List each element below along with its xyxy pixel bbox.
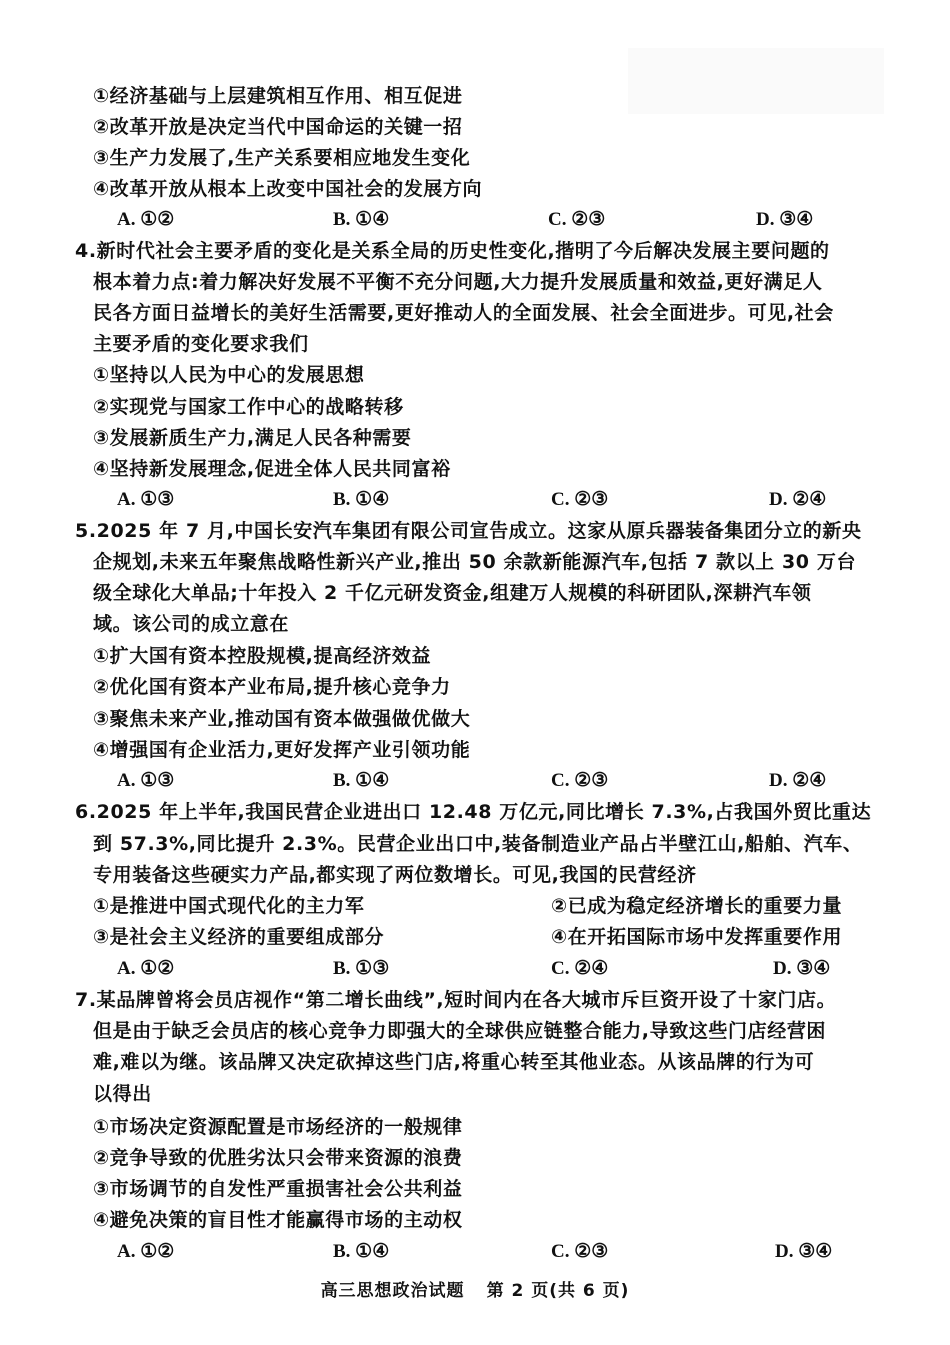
q5-choice-a: A. ①③ (117, 770, 175, 791)
q6-option-1: ①是推进中国式现代化的主力军 (93, 895, 365, 917)
q5-option-1: ①扩大国有资本控股规模,提高经济效益 (93, 645, 432, 667)
q7-stem-line-3: 难,难以为继。该品牌又决定砍掉这些门店,将重心转至其他业态。从该品牌的行为可 (93, 1051, 815, 1073)
q6-option-2: ②已成为稳定经济增长的重要力量 (551, 895, 843, 917)
q4-stem-line-2: 根本着力点:着力解决好发展不平衡不充分问题,大力提升发展质量和效益,更好满足人 (93, 271, 823, 293)
page-number: 第 2 页(共 6 页) (486, 1281, 630, 1301)
q4-choice-d: D. ②④ (769, 489, 827, 510)
q7-choice-b: B. ①④ (333, 1241, 390, 1262)
q7-choice-d: D. ③④ (775, 1241, 833, 1262)
q4-stem-line-4: 主要矛盾的变化要求我们 (93, 333, 309, 355)
q5-option-3: ③聚焦未来产业,推动国有资本做强做优做大 (93, 708, 471, 730)
q6-option-3: ③是社会主义经济的重要组成部分 (93, 926, 385, 948)
scan-smudge (628, 48, 884, 114)
q6-stem-line-2: 到 57.3%,同比提升 2.3%。民营企业出口中,装备制造业产品占半壁江山,船舶、汽车、 (93, 833, 863, 855)
q7-stem-line-2: 但是由于缺乏会员店的核心竞争力即强大的全球供应链整合能力,导致这些门店经营困 (93, 1020, 827, 1042)
q6-choice-b: B. ①③ (333, 958, 390, 979)
q5-stem-line-3: 级全球化大单品;十年投入 2 千亿元研发资金,组建万人规模的科研团队,深耕汽车领 (93, 582, 812, 604)
page-footer (0, 1276, 950, 1301)
q4-choice-b: B. ①④ (333, 489, 390, 510)
q7-choice-a: A. ①② (117, 1241, 175, 1262)
q7-option-4: ④避免决策的盲目性才能赢得市场的主动权 (93, 1209, 463, 1231)
q4-choice-a: A. ①③ (117, 489, 175, 510)
q3-option-2: ②改革开放是决定当代中国命运的关键一招 (93, 116, 463, 138)
q5-option-2: ②优化国有资本产业布局,提升核心竞争力 (93, 676, 451, 698)
q4-option-1: ①坚持以人民为中心的发展思想 (93, 364, 365, 386)
q5-stem-line-2: 企规划,未来五年聚焦战略性新兴产业,推出 50 余款新能源汽车,包括 7 款以上 30 万台 (93, 551, 857, 573)
q5-stem-line-1: 5.2025 年 7 月,中国长安汽车集团有限公司宣告成立。这家从原兵器装备集团分立的新央 (75, 520, 862, 542)
q7-stem-line-1: 7.某品牌曾将会员店视作“第二增长曲线”,短时间内在各大城市斥巨资开设了十家门店。 (75, 989, 837, 1011)
q6-stem-line-3: 专用装备这些硬实力产品,都实现了两位数增长。可见,我国的民营经济 (93, 864, 697, 886)
exam-title: 高三思想政治试题 (320, 1281, 465, 1301)
q6-stem-line-1: 6.2025 年上半年,我国民营企业进出口 12.48 万亿元,同比增长 7.3%,占我国外贸比重达 (75, 801, 872, 823)
q6-choice-a: A. ①② (117, 958, 175, 979)
q3-choice-c: C. ②③ (548, 209, 606, 230)
q5-choice-b: B. ①④ (333, 770, 390, 791)
q7-option-3: ③市场调节的自发性严重损害社会公共利益 (93, 1178, 463, 1200)
q7-option-1: ①市场决定资源配置是市场经济的一般规律 (93, 1116, 463, 1138)
q4-stem-line-3: 民各方面日益增长的美好生活需要,更好推动人的全面发展、社会全面进步。可见,社会 (93, 302, 834, 324)
q5-choice-d: D. ②④ (769, 770, 827, 791)
q4-option-4: ④坚持新发展理念,促进全体人民共同富裕 (93, 458, 451, 480)
q7-choice-c: C. ②③ (551, 1241, 609, 1262)
q3-choice-b: B. ①④ (333, 209, 390, 230)
q3-choice-a: A. ①② (117, 209, 175, 230)
q4-stem-line-1: 4.新时代社会主要矛盾的变化是关系全局的历史性变化,揩明了今后解决发展主要问题的 (75, 240, 830, 262)
q5-choice-c: C. ②③ (551, 770, 609, 791)
q5-stem-line-4: 域。该公司的成立意在 (93, 613, 290, 635)
q3-choice-d: D. ③④ (756, 209, 814, 230)
q3-option-1: ①经济基础与上层建筑相互作用、相互促进 (93, 85, 463, 107)
q6-choice-c: C. ②④ (551, 958, 609, 979)
q5-option-4: ④增强国有企业活力,更好发挥产业引领功能 (93, 739, 471, 761)
q7-stem-line-4: 以得出 (93, 1083, 152, 1105)
q4-choice-c: C. ②③ (551, 489, 609, 510)
q6-option-4: ④在开拓国际市场中发挥重要作用 (551, 926, 843, 948)
q4-option-3: ③发展新质生产力,满足人民各种需要 (93, 427, 412, 449)
q3-option-3: ③生产力发展了,生产关系要相应地发生变化 (93, 147, 471, 169)
q7-option-2: ②竞争导致的优胜劣汰只会带来资源的浪费 (93, 1147, 463, 1169)
q4-option-2: ②实现党与国家工作中心的战略转移 (93, 396, 404, 418)
q6-choice-d: D. ③④ (773, 958, 831, 979)
q3-option-4: ④改革开放从根本上改变中国社会的发展方向 (93, 178, 483, 200)
